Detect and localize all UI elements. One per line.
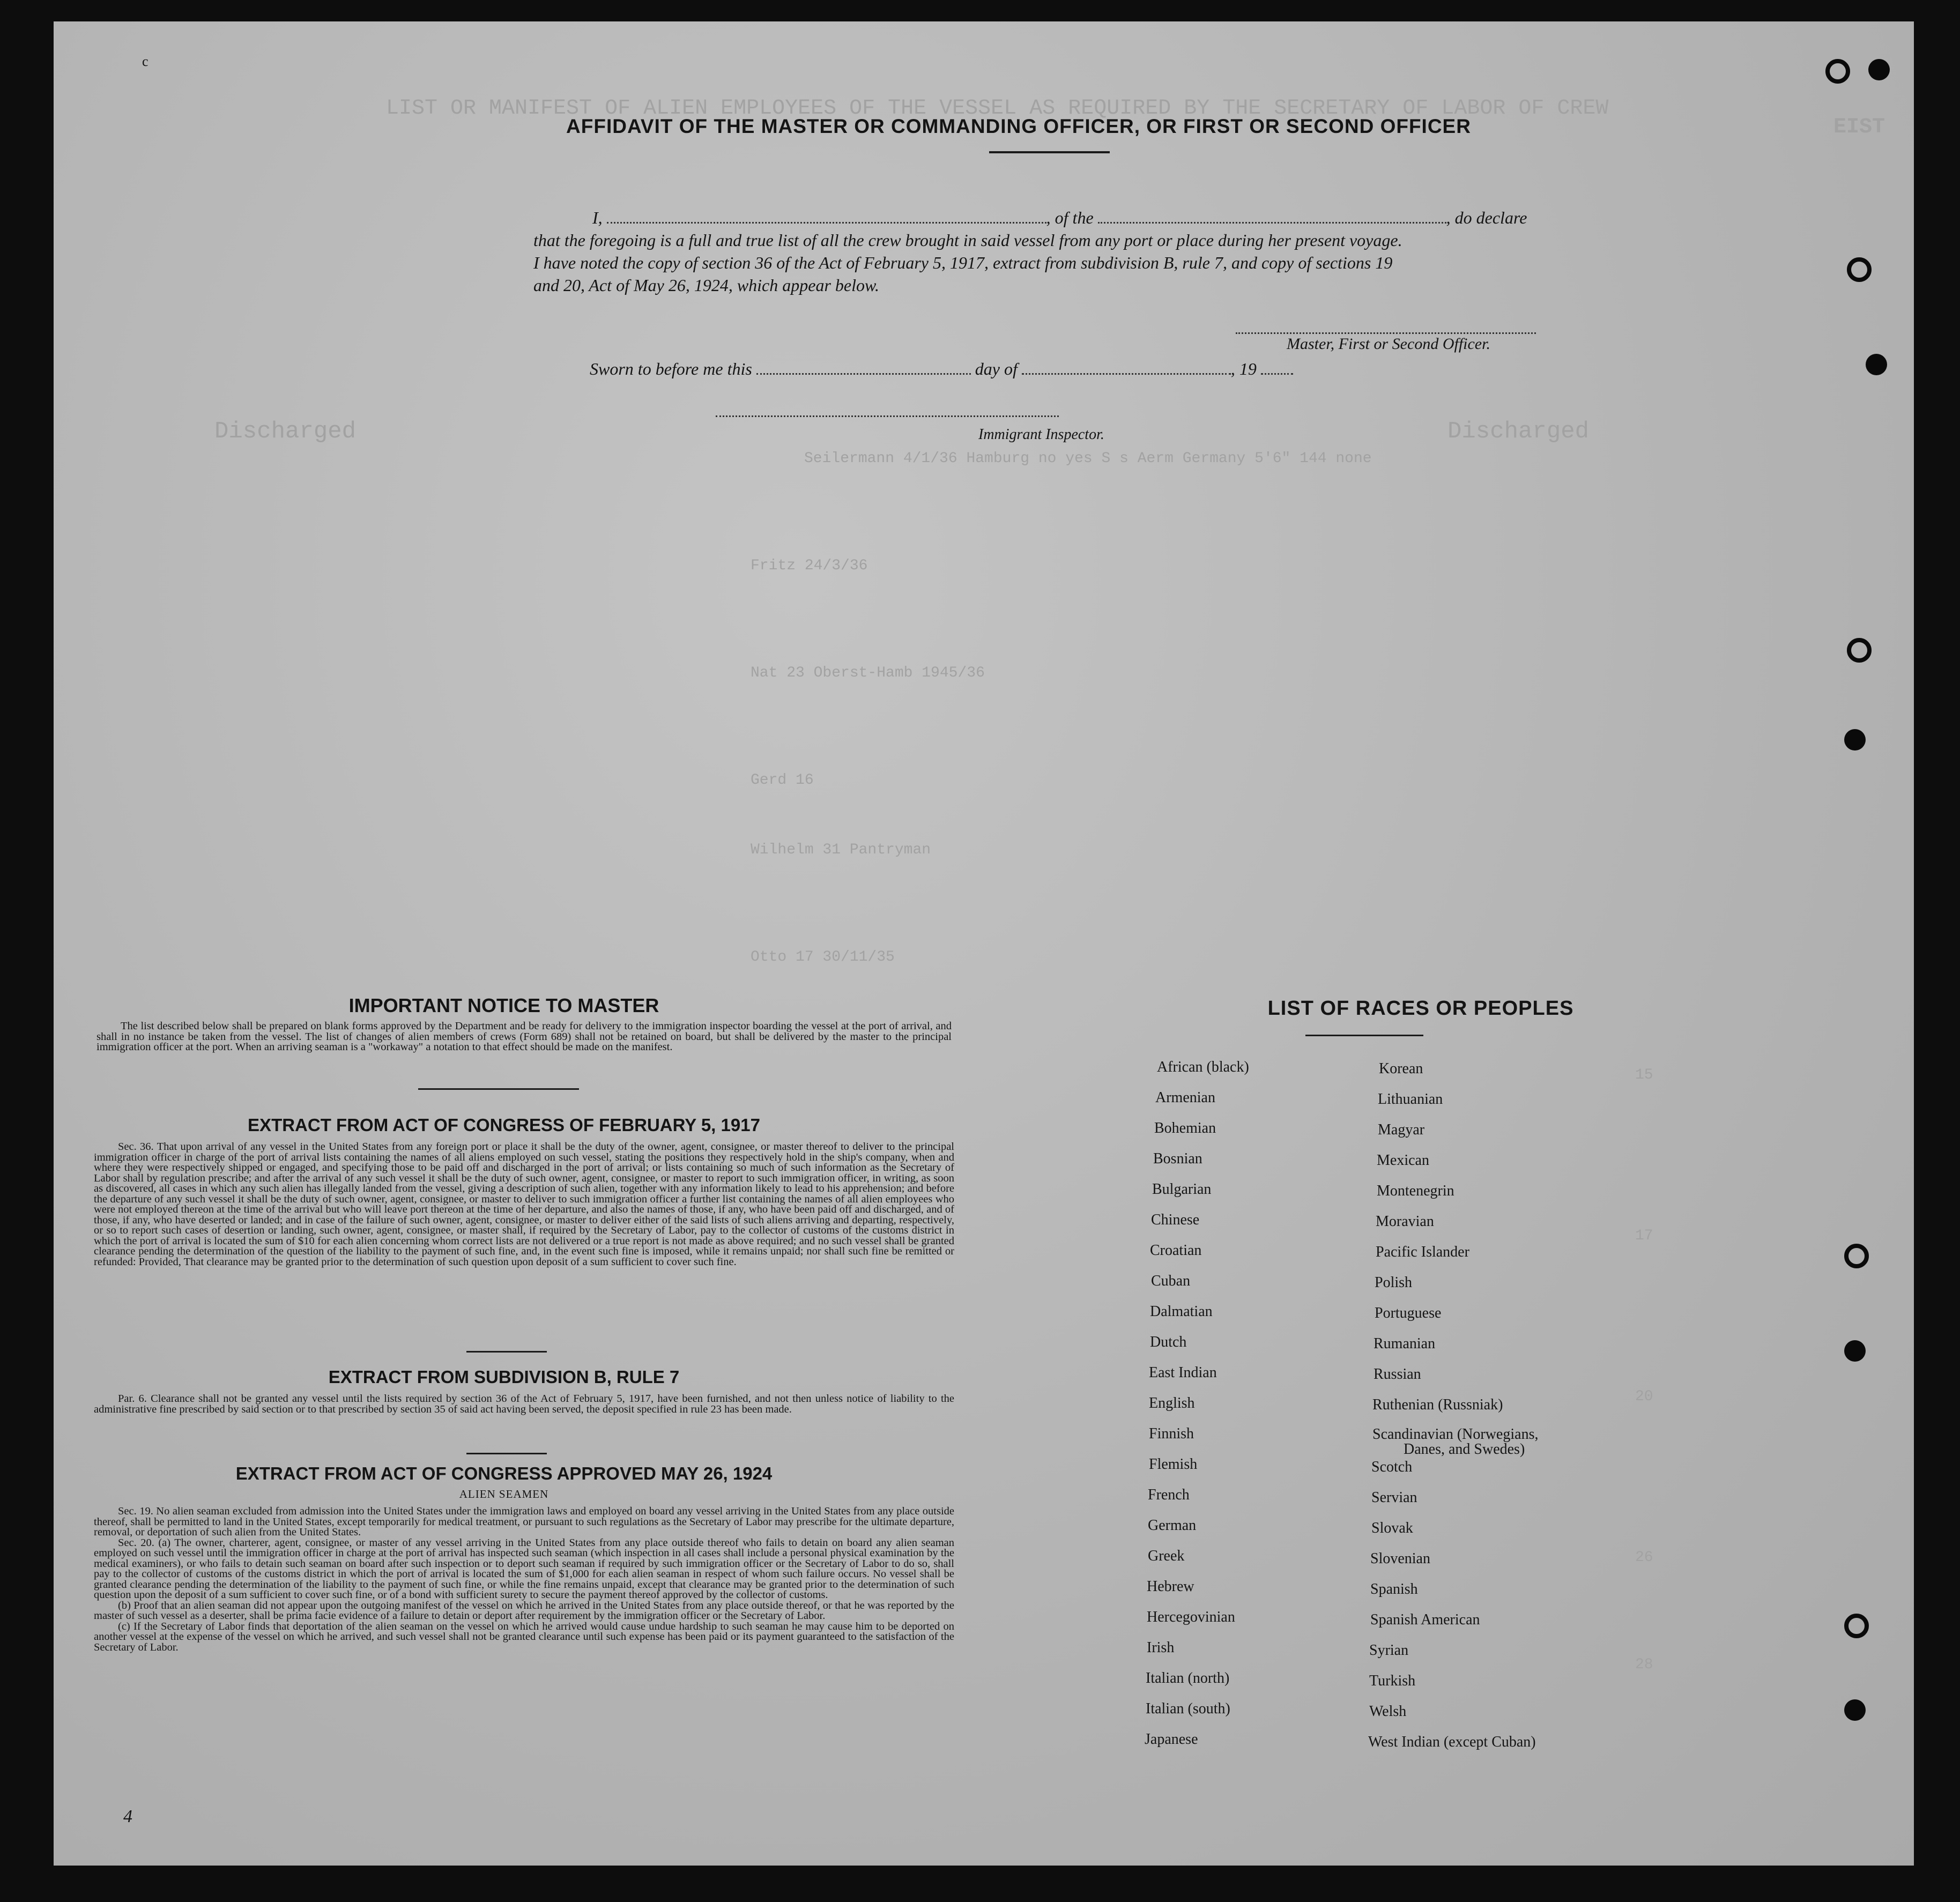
- binder-hole: [1868, 59, 1890, 80]
- race-item: Slovak: [1371, 1520, 1413, 1536]
- sworn-month-blank: [1022, 373, 1231, 375]
- race-item: East Indian: [1149, 1364, 1217, 1381]
- race-item: Italian (north): [1146, 1670, 1230, 1686]
- race-item: Japanese: [1145, 1731, 1198, 1748]
- binder-hole: [1844, 1699, 1866, 1721]
- race-item: Finnish: [1149, 1425, 1194, 1442]
- race-item: Polish: [1375, 1274, 1413, 1291]
- race-item: Mexican: [1377, 1152, 1429, 1169]
- inspector-signature-line: [716, 415, 1059, 417]
- section-rule: [418, 1088, 579, 1090]
- rule7-text: Par. 6. Clearance shall not be granted any vessel until the lists required by section 36 of the Act of February 5, 1917, have been furnished, and not then unless notice of liability to the administrative fine prescribed by said section or to that prescribed by section 35 of said act having been served, the deposit specified in rule 23 has been made.: [94, 1393, 954, 1415]
- race-item: Croatian: [1150, 1242, 1202, 1259]
- race-item: German: [1148, 1517, 1197, 1534]
- race-item: Rumanian: [1374, 1335, 1436, 1352]
- race-item: Slovenian: [1370, 1550, 1430, 1567]
- race-item: Portuguese: [1375, 1305, 1442, 1321]
- binder-hole: [1844, 1614, 1869, 1638]
- race-item: Magyar: [1378, 1121, 1425, 1138]
- race-item: Scotch: [1371, 1459, 1413, 1475]
- title-rule: [989, 151, 1110, 153]
- race-item: Montenegrin: [1377, 1183, 1454, 1199]
- section-rule: [466, 1453, 547, 1454]
- extract-1924-subtitle: ALIEN SEAMEN: [459, 1488, 549, 1500]
- race-item: Turkish: [1369, 1673, 1416, 1689]
- notice-title: IMPORTANT NOTICE TO MASTER: [348, 994, 659, 1016]
- race-item: Irish: [1147, 1639, 1175, 1656]
- affidavit-line-1: I, , of the , do declare: [592, 208, 1527, 227]
- race-item: Welsh: [1369, 1703, 1407, 1720]
- race-item: Greek: [1148, 1548, 1185, 1564]
- race-item: Russian: [1374, 1366, 1421, 1383]
- extract-1924-title: EXTRACT FROM ACT OF CONGRESS APPROVED MAY 26, 1924: [235, 1463, 773, 1483]
- race-item: Spanish: [1370, 1581, 1418, 1598]
- binder-hole: [1844, 1340, 1866, 1362]
- corner-mark: c: [142, 54, 149, 69]
- binder-hole: [1847, 257, 1872, 282]
- section-rule: [466, 1351, 547, 1353]
- race-item: Pacific Islander: [1376, 1244, 1469, 1260]
- sworn-day-blank: [756, 373, 971, 375]
- binder-hole: [1866, 354, 1887, 375]
- race-item: Bohemian: [1154, 1120, 1216, 1136]
- name-blank: [607, 222, 1046, 224]
- race-item: African (black): [1157, 1059, 1249, 1075]
- race-item: Moravian: [1376, 1213, 1434, 1230]
- sworn-statement: Sworn to before me this day of , 19: [590, 359, 1293, 379]
- affidavit-title: AFFIDAVIT OF THE MASTER OR COMMANDING OFFICER, OR FIRST OR SECOND OFFICER: [566, 115, 1471, 137]
- officer-signature-line: [1236, 332, 1536, 334]
- race-item: Bulgarian: [1152, 1181, 1212, 1198]
- race-item: Flemish: [1149, 1456, 1198, 1473]
- rule7-title: EXTRACT FROM SUBDIVISION B, RULE 7: [328, 1367, 680, 1387]
- sworn-year-blank: [1261, 373, 1293, 375]
- race-item: Korean: [1379, 1060, 1423, 1077]
- extract-1924-text: Sec. 19. No alien seaman excluded from admission into the United States under the immigration laws and employed on board any vessel arriving in the United States from any place outside thereof, shall be permitted to land in the United States, except temporarily for medical treatment, or pursuant to such regulations as the Secretary of Labor may prescribe for the ultimate departure, removal, or deportation of such alien from the United States. Sec. 20. (a) The owner, charterer, agent, consignee, or master of any vessel arriving in the United States from any place outside thereof who fails to detain on board any alien seaman employed on such vessel until the immigration officer in charge at the port of arrival has inspected such seaman (which inspection in all cases shall include a personal physical examination by the medical examiners), or who fails to detain such seaman on board after such inspection or to deport such seaman if required by such immigration officer or the Secretary of Labor to do so, shall pay to the collector of customs of the customs district in which the port of arrival is located the sum of $1,000 for each alien seaman in respect of whom such failure occurs. No vessel shall be granted clearance pending the determination of the liability to the payment of such fine, or while the fine remains unpaid, except that clearance may be granted prior to the determination of such question upon the deposit of a sum sufficient to cover such fine, or of a bond with sufficient surety to secure the payment thereof approved by the collector of customs. (b) Proof that an alien seaman did not appear upon the outgoing manifest of the vessel on which he arrived in the United States from any place outside thereof, or that he was reported by the master of such vessel as a deserter, shall be prima facie evidence of a failure to detain or deport after requirement by the immigration officer or the Secretary of Labor. (c) If the Secretary of Labor finds that deportation of the alien seaman on the vessel on which he arrived would cause undue hardship to such seaman he may cause him to be deported on another vessel at the expense of the vessel on which he arrived, and such vessel shall not be granted clearance until such expense has been paid or its payment guaranteed to the satisfaction of the Secretary of Labor.: [94, 1505, 954, 1653]
- extract-1917-text: Sec. 36. That upon arrival of any vessel in the United States from any foreign port or place it shall be the duty of the owner, agent, consignee, or master thereof to deliver to the principal immigration officer in charge of the port of arrival lists containing the names of all aliens employed on such vessel, stating the positions they respectively hold in the ship's company, when and where they were respectively shipped or engaged, and specifying those to be paid off and discharged in the port of arrival; or lists containing so much of such information as the Secretary of Labor shall by regulation prescribe; and after the arrival of any such vessel it shall be the duty of such owner, agent, consignee, or master to report to such immigration officer, in writing, as soon as discovered, all cases in which any such alien has illegally landed from the vessel, giving a description of such alien, together with any information likely to lead to his apprehension; and before the departure of any such vessel it shall be the duty of such owner, agent, consignee, or master to deliver to such immigration officer a further list containing the names of all alien employees who were not employed thereon at the time of the arrival but who will leave port thereon at the time of her departure, and also the names of those, if any, who have been paid off and discharged, and of those, if any, who have deserted or landed; and in case of the failure of such owner, agent, consignee, or master to deliver either of the said lists of such aliens arriving and departing, respectively, or so to report such cases of desertion or landing, such owner, agent, consignee, or master shall, if required by the Secretary of Labor, pay to the collector of customs of the customs district in which the port of arrival is located the sum of $10 for each alien concerning whom correct lists are not delivered or a true report is not made as above required; and no such vessel shall be granted clearance pending the determination of the question of the liability to the payment of such fine, and, in the event such fine is imposed, while it remains unpaid; nor shall such fine be remitted or refunded: Provided, That clearance may be granted prior to the determination of such question upon deposit of a sum sufficient to cover such fine.: [94, 1141, 954, 1268]
- race-item: Dutch: [1150, 1334, 1187, 1350]
- races-title: LIST OF RACES OR PEOPLES: [1267, 997, 1574, 1020]
- race-item: Cuban: [1151, 1273, 1191, 1289]
- race-item: French: [1148, 1487, 1190, 1503]
- races-rule: [1305, 1035, 1423, 1036]
- page-mark: 4: [123, 1807, 132, 1826]
- race-item: West Indian (except Cuban): [1368, 1734, 1536, 1750]
- race-item: Ruthenian (Russniak): [1372, 1396, 1503, 1413]
- binder-hole: [1844, 729, 1866, 751]
- race-item: English: [1149, 1395, 1195, 1411]
- document-page: LIST OR MANIFEST OF ALIEN EMPLOYEES OF THE VESSEL AS REQUIRED BY THE SECRETARY OF LABOR OF CREW EIST Discharged Discharged Seilermann 4/1/36 Hamburg no yes S s Aerm Germany 5'6" 144 none Fritz 24/3/36 Nat 23 Oberst-Hamb 1945/36 Gerd 16 Wilhelm 31 Pantryman Otto 17 30/11/35 15 17 20 26 28 c 4 AFFIDAVIT OF THE MASTER OR COMMANDING OFFICER, OR FIRST OR SECOND OFFICER I, , of the , do declare that the foregoing is a full and true list of all the crew brought in said vessel from any port or place during her present voyage. I have noted the copy of section 36 of the Act of February 5, 1917, extract from subdivision B, rule 7, and copy of sections 19 and 20, Act of May 26, 1924, which appear below. Master, First or Second Officer. Sworn to before me this day of , 19 Immigrant Inspector. IMPORTANT NOTICE TO MASTER The list described below shall be prepared on blank forms approved by the Department and be ready for delivery to the immigration inspector boarding the vessel at the port of arrival, and shall in no instance be taken from the vessel. The list of changes of alien members of crews (Form 689) shall not be retained on board, but shall be delivered by the master to the principal immigration officer at the port. When an arriving seaman is a "workaway" a notation to that effect should be made on the manifest. EXTRACT FROM ACT OF CONGRESS OF FEBRUARY 5, 1917 Sec. 36. That upon arrival of any vessel in the United States from any foreign port or place it shall be the duty of the owner, agent, consignee, or master thereof to deliver to the principal immigration officer in charge of the port of arrival lists containing the names of all aliens employed on such vessel, stating the positions they respectively hold in the ship's company, when and where they were respectively shipped or engaged, and specifying those to be paid off and discharged in the port of arrival; or lists containing so much of such information as the Secretary of Labor shall by regulation prescribe; and after the arrival of any such vessel it shall be the duty of such owner, agent, consignee, or master to report to such immigration officer, in writing, as soon as discovered, all cases in which any such alien has illegally landed from the vessel, giving a description of such alien, together with any information likely to lead to his apprehension; and before the departure of any such vessel it shall be the duty of such owner, agent, consignee, or master to deliver to such immigration officer a further list containing the names of all alien employees who were not employed thereon at the time of the arrival but who will leave port thereon at the time of her departure, and also the names of those, if any, who have been paid off and discharged, and of those, if any, who have deserted or landed; and in case of the failure of such owner, agent, consignee, or master to deliver either of the said lists of such aliens arriving and departing, respectively, or so to report such cases of desertion or landing, such owner, agent, consignee, or master shall, if required by the Secretary of Labor, pay to the collector of customs of the customs district in which the port of arrival is located the sum of $10 for each alien concerning whom correct lists are not delivered or a true report is not made as above required; and no such vessel shall be granted clearance pending the determination of the question of the liability to the payment of such fine, and, in the event such fine is imposed, while it remains unpaid; nor shall such fine be remitted or refunded: Provided, That clearance may be granted prior to the determination of such question upon deposit of a sum sufficient to cover such fine. EXTRACT FROM SUBDIVISION B, RULE 7 Par. 6. Clearance shall not be granted any vessel until the lists required by section 36 of the Act of February 5, 1917, have been furnished, and not then unless notice of liability to the administrative fine prescribed by said section or to that prescribed by section 35 of said act having been served, the deposit specified in rule 23 has been made. EXTRACT FROM ACT OF CONGRESS APPROVED MAY 26, 1924 ALIEN SEAMEN Sec. 19. No alien seaman excluded from admission into the United States under the immigration laws and employed on board any vessel arriving in the United States from any place outside thereof, shall be permitted to land in the United States, except temporarily for medical treatment, or pursuant to such regulations as the Secretary of Labor may prescribe for the ultimate departure, removal, or deportation of such alien from the United States. Sec. 20. (a) The owner, charterer, agent, consignee, or master of any vessel arriving in the United States from any place outside thereof who fails to detain on board any alien seaman employed on such vessel until the immigration officer in charge at the port of arrival has inspected such seaman (which inspection in all cases shall include a personal physical examination by the medical examiners), or who fails to detain such seaman on board after such inspection or to deport such seaman if required by such immigration officer or the Secretary of Labor to do so, shall pay to the collector of customs of the customs district in which the port of arrival is located the sum of $1,000 for each alien seaman in respect of whom such failure occurs. No vessel shall be granted clearance pending the determination of the liability to the payment of such fine, or while the fine remains unpaid, except that clearance may be granted prior to the determination of such question upon the deposit of a sum sufficient to cover such fine, or of a bond with sufficient surety to secure the payment thereof approved by the collector of customs. (b) Proof that an alien seaman did not appear upon the outgoing manifest of the vessel on which he arrived in the United States from any place outside thereof, or that he was reported by the master of such vessel as a deserter, shall be prima facie evidence of a failure to detain or deport after requirement by the immigration officer or the Secretary of Labor. (c) If the Secretary of Labor finds that deportation of the alien seaman on the vessel on which he arrived would cause undue hardship to such seaman he may cause him to be deported on another vessel at the expense of the vessel on which he arrived, and such vessel shall not be granted clearance until such expense has been paid or its payment guaranteed to the satisfaction of the Secretary of Labor. LIST OF RACES OR PEOPLES African (black) Armenian Bohemian Bosnian Bulgarian Chinese Croatian Cuban Dalmatian Dutch East Indian English Finnish Flemish French German Greek Hebrew Hercegovinian Irish Italian (north) Italian (south) Japanese Korean Lithuanian Magyar Mexican Montenegrin Moravian Pacific Islander Polish Portuguese Rumanian Russian Ruthenian (Russniak) Scandinavian (Norwegians, Danes, and Swedes) Scotch Servian Slovak Slovenian Spanish Spanish American Syrian Turkish Welsh West Indian (except Cuban): [54, 21, 1914, 1866]
- race-item: Hebrew: [1147, 1578, 1194, 1595]
- binder-hole: [1844, 1244, 1869, 1268]
- affidavit-text: [533, 206, 1579, 296]
- binder-hole: [1847, 638, 1872, 663]
- race-item: Danes, and Swedes): [1404, 1441, 1525, 1458]
- affidavit-line-2: that the foregoing is a full and true list of all the crew brought in said vessel from any port or place during her present voyage.: [533, 231, 1402, 250]
- extract-1917-title: EXTRACT FROM ACT OF CONGRESS OF FEBRUARY 5, 1917: [248, 1115, 760, 1135]
- notice-text: The list described below shall be prepared on blank forms approved by the Department and be ready for delivery to the immigration inspector boarding the vessel at the port of arrival, and shall in no instance be taken from the vessel. The list of changes of alien members of crews (Form 689) shall not be retained on board, but shall be delivered by the master to the principal immigration officer at the port. When an arriving seaman is a "workaway" a notation to that effect should be made on the manifest.: [96, 1020, 952, 1053]
- race-item: Bosnian: [1153, 1150, 1202, 1167]
- race-item: Dalmatian: [1150, 1303, 1213, 1320]
- officer-signature-label: Master, First or Second Officer.: [1287, 335, 1490, 353]
- inspector-signature-label: Immigrant Inspector.: [978, 426, 1104, 443]
- race-item: Hercegovinian: [1147, 1609, 1235, 1625]
- race-item: Armenian: [1155, 1089, 1215, 1106]
- affidavit-line-3: I have noted the copy of section 36 of the Act of February 5, 1917, extract from subdivision B, rule 7, and copy of sections 19: [533, 253, 1393, 272]
- race-item: Chinese: [1151, 1212, 1200, 1228]
- race-item: Syrian: [1369, 1642, 1409, 1659]
- race-item: Italian (south): [1146, 1700, 1230, 1717]
- race-item: Lithuanian: [1378, 1091, 1443, 1108]
- binder-hole: [1825, 59, 1850, 84]
- vessel-blank: [1098, 222, 1446, 224]
- race-item: Servian: [1371, 1489, 1417, 1506]
- race-item: Spanish American: [1370, 1611, 1480, 1628]
- race-item: Scandinavian (Norwegians,: [1372, 1426, 1539, 1443]
- affidavit-line-4: and 20, Act of May 26, 1924, which appear below.: [533, 276, 879, 295]
